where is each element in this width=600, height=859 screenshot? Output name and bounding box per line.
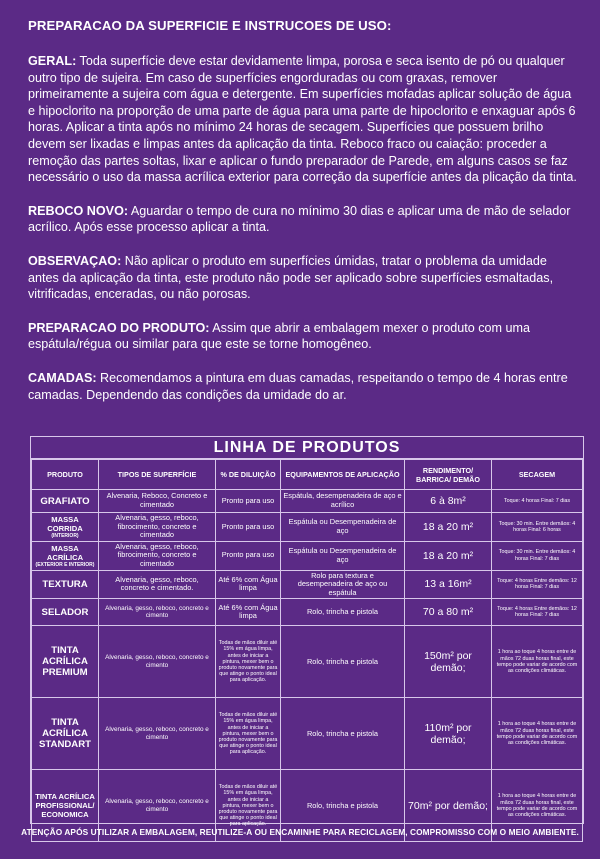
cell-equipment: Espátula ou Desempenadeira de aço bbox=[281, 513, 405, 542]
product-name: TINTA ACRÍLICA PROFISSIONAL/ ECONOMICA bbox=[35, 792, 95, 820]
section-label: CAMADAS: bbox=[28, 370, 97, 385]
cell-product bbox=[32, 599, 99, 626]
cell-yield: 18 a 20 m² bbox=[405, 541, 492, 570]
cell-equipment: Rolo, trincha e pistola bbox=[281, 626, 405, 698]
cell-drying: Toque: 4 horas Entre demãos: 12 horas Final: 7 dias bbox=[492, 570, 583, 599]
cell-dilution: Todas de mãos diluir até 15% em água limpa, antes de iniciar a pintura, mexer bem o produto novamente para que atinge o ponto ideal para aplicação. bbox=[216, 770, 281, 842]
table-row bbox=[32, 626, 583, 698]
cell-dilution: Pronto para uso bbox=[216, 541, 281, 570]
table-title: LINHA DE PRODUTOS bbox=[31, 437, 583, 459]
table-header-row bbox=[32, 460, 583, 490]
column-header-drying: SECAGEM bbox=[492, 460, 583, 490]
page-heading: PREPARACAO DA SUPERFICIE E INSTRUCOES DE USO: bbox=[28, 18, 392, 33]
cell-surface: Alvenaria, gesso, reboco, concreto e cimento bbox=[99, 599, 216, 626]
cell-product bbox=[32, 490, 99, 513]
cell-surface: Alvenaria, Reboco, Concreto e cimentado bbox=[99, 490, 216, 513]
section-text: Assim que abrir a embalagem mexer o produto com uma espátula/régua ou similar para que este se torne homogêneo. bbox=[28, 320, 531, 352]
section-camadas bbox=[28, 370, 578, 403]
product-line-table bbox=[30, 436, 584, 828]
cell-surface: Alvenaria, gesso, reboco, concreto e cimento bbox=[99, 770, 216, 842]
cell-yield: 18 a 20 m² bbox=[405, 513, 492, 542]
section-label: GERAL: bbox=[28, 54, 77, 68]
product-name: SELADOR bbox=[41, 606, 89, 618]
section-label: OBSERVAÇAO: bbox=[28, 253, 122, 268]
cell-equipment: Espátula, desempenadeira de aço e acrílico bbox=[281, 490, 405, 513]
column-header-surface: TIPOS DE SUPERFÍCIE bbox=[99, 460, 216, 490]
table-row bbox=[32, 570, 583, 599]
section-reboco-novo bbox=[28, 203, 578, 236]
cell-equipment: Espátula ou Desempenadeira de aço bbox=[281, 541, 405, 570]
section-label: REBOCO NOVO: bbox=[28, 203, 129, 218]
table-row bbox=[32, 541, 583, 570]
section-text: Não aplicar o produto em superfícies úmidas, tratar o problema da umidade antes da aplicação da tinta, este produto não pode ser aplicado sobre superfícies esmaltadas, vitrificadas, enceradas, ou não porosas. bbox=[28, 253, 554, 302]
cell-product bbox=[32, 570, 99, 599]
product-subtitle: (INTERIOR) bbox=[51, 532, 79, 539]
product-name: MASSA CORRIDA bbox=[47, 514, 83, 533]
product-name: TINTA ACRÍLICA PREMIUM bbox=[42, 645, 88, 679]
cell-surface: Alvenaria, gesso, reboco, concreto e cimentado. bbox=[99, 570, 216, 599]
cell-yield: 13 a 16m² bbox=[405, 570, 492, 599]
cell-product bbox=[32, 626, 99, 698]
cell-product bbox=[32, 541, 99, 570]
cell-product bbox=[32, 513, 99, 542]
cell-yield: 70 a 80 m² bbox=[405, 599, 492, 626]
table-row bbox=[32, 490, 583, 513]
cell-yield: 110m² por demão; bbox=[405, 698, 492, 770]
cell-dilution: Pronto para uso bbox=[216, 490, 281, 513]
cell-surface: Alvenaria, gesso, reboco, fibrocimento, concreto e cimentado bbox=[99, 513, 216, 542]
cell-drying: Toque: 30 min. Entre demãos: 4 horas Final: 6 horas bbox=[492, 513, 583, 542]
product-subtitle: (EXTERIOR E INTERIOR) bbox=[35, 561, 95, 568]
cell-surface: Alvenaria, gesso, reboco, concreto e cimento bbox=[99, 698, 216, 770]
cell-dilution: Até 6% com Água limpa bbox=[216, 599, 281, 626]
cell-dilution: Pronto para uso bbox=[216, 513, 281, 542]
section-text: Toda superfície deve estar devidamente limpa, porosa e seca isento de pó ou qualquer outro tipo de sujeira. Em caso de superfícies engorduradas ou com graxas, remover primeiramente a sujeira com água e detergente. Em superfícies mofadas aplicar solução de água e hipoclorito na proporção de uma parte de água para uma parte de hipoclorito e enxaguar após 6 horas. Aplicar a tinta após no mínimo 24 horas de secagem. Superfícies que possuem brilho devem ser lixadas e limpas antes da aplicação da tinta. Reboco fraco ou caiação: proceder a remoção das partes soltas, lixar e aplicar o fundo preparador de Parede, em alguns casos se faz necessário o uso da massa acrílica exterior para correção da superfície antes da plicação da tinta. bbox=[28, 54, 577, 185]
product-name: TINTA ACRÍLICA STANDART bbox=[38, 717, 92, 751]
cell-dilution: Até 6% com Água limpa bbox=[216, 570, 281, 599]
column-header-yield: RENDIMENTO/ BARRICA/ DEMÃO bbox=[405, 460, 492, 490]
product-name: MASSA ACRÍLICA bbox=[46, 543, 84, 562]
column-header-product: PRODUTO bbox=[32, 460, 99, 490]
cell-drying: Toque: 4 horas Final: 7 dias bbox=[492, 490, 583, 513]
cell-drying: 1 hora ao toque 4 horas entre de mãos 72 duas horas final, este tempo pode variar de acordo com as condições climáticas. bbox=[492, 770, 583, 842]
cell-equipment: Rolo para textura e desempenadeira de aço ou espátula bbox=[281, 570, 405, 599]
recycling-notice: ATENÇÃO APÓS UTILIZAR A EMBALAGEM, REUTILIZE-A OU ENCAMINHE PARA RECICLAGEM, COMPROMISSO COM O MEIO AMBIENTE. bbox=[21, 827, 579, 837]
table-row bbox=[32, 513, 583, 542]
cell-equipment: Rolo, trincha e pistola bbox=[281, 698, 405, 770]
product-name: TEXTURA bbox=[42, 578, 88, 590]
cell-dilution: Todas de mãos diluir até 15% em água limpa, antes de iniciar a pintura, mexer bem o produto novamente para que atinge o ponto ideal para aplicação. bbox=[216, 698, 281, 770]
table-row bbox=[32, 599, 583, 626]
cell-yield: 150m² por demão; bbox=[405, 626, 492, 698]
cell-drying: 1 hora ao toque 4 horas entre de mãos 72 duas horas final, este tempo pode variar de acordo com as condições climáticas. bbox=[492, 698, 583, 770]
section-observacao bbox=[28, 253, 578, 303]
cell-dilution: Todas de mãos diluir até 15% em água limpa, antes de iniciar a pintura, mexer bem o produto novamente para que atinge o ponto ideal para aplicação. bbox=[216, 626, 281, 698]
cell-drying: Toque: 30 min. Entre demãos: 4 horas Final: 7 dias bbox=[492, 541, 583, 570]
products-table bbox=[31, 459, 583, 842]
cell-drying: Toque: 4 horas Entre demãos: 12 horas Final: 7 dias bbox=[492, 599, 583, 626]
cell-surface: Alvenaria, gesso, reboco, concreto e cimento bbox=[99, 626, 216, 698]
section-geral bbox=[28, 53, 578, 186]
section-text: Recomendamos a pintura em duas camadas, respeitando o tempo de 4 horas entre camadas. Dependendo das condições da umidade do ar. bbox=[28, 370, 568, 402]
section-preparacao-produto bbox=[28, 320, 578, 353]
column-header-dilution: % DE DILUIÇÃO bbox=[216, 460, 281, 490]
cell-product bbox=[32, 698, 99, 770]
table-row bbox=[32, 698, 583, 770]
cell-equipment: Rolo, trincha e pistola bbox=[281, 770, 405, 842]
product-name: GRAFIATO bbox=[40, 495, 90, 507]
cell-drying: 1 hora ao toque 4 horas entre de mãos 72 duas horas final, este tempo pode variar de acordo com as condições climáticas. bbox=[492, 626, 583, 698]
cell-surface: Alvenaria, gesso, reboco, fibrocimento, concreto e cimentado bbox=[99, 541, 216, 570]
cell-yield: 6 à 8m² bbox=[405, 490, 492, 513]
section-label: PREPARACAO DO PRODUTO: bbox=[28, 320, 210, 335]
section-text: Aguardar o tempo de cura no mínimo 30 dias e aplicar uma de mão de selador acrílico. Após esse processo aplicar a tinta. bbox=[28, 203, 571, 235]
cell-yield: 70m² por demão; bbox=[405, 770, 492, 842]
column-header-equipment: EQUIPAMENTOS DE APLICAÇÃO bbox=[281, 460, 405, 490]
cell-equipment: Rolo, trincha e pistola bbox=[281, 599, 405, 626]
